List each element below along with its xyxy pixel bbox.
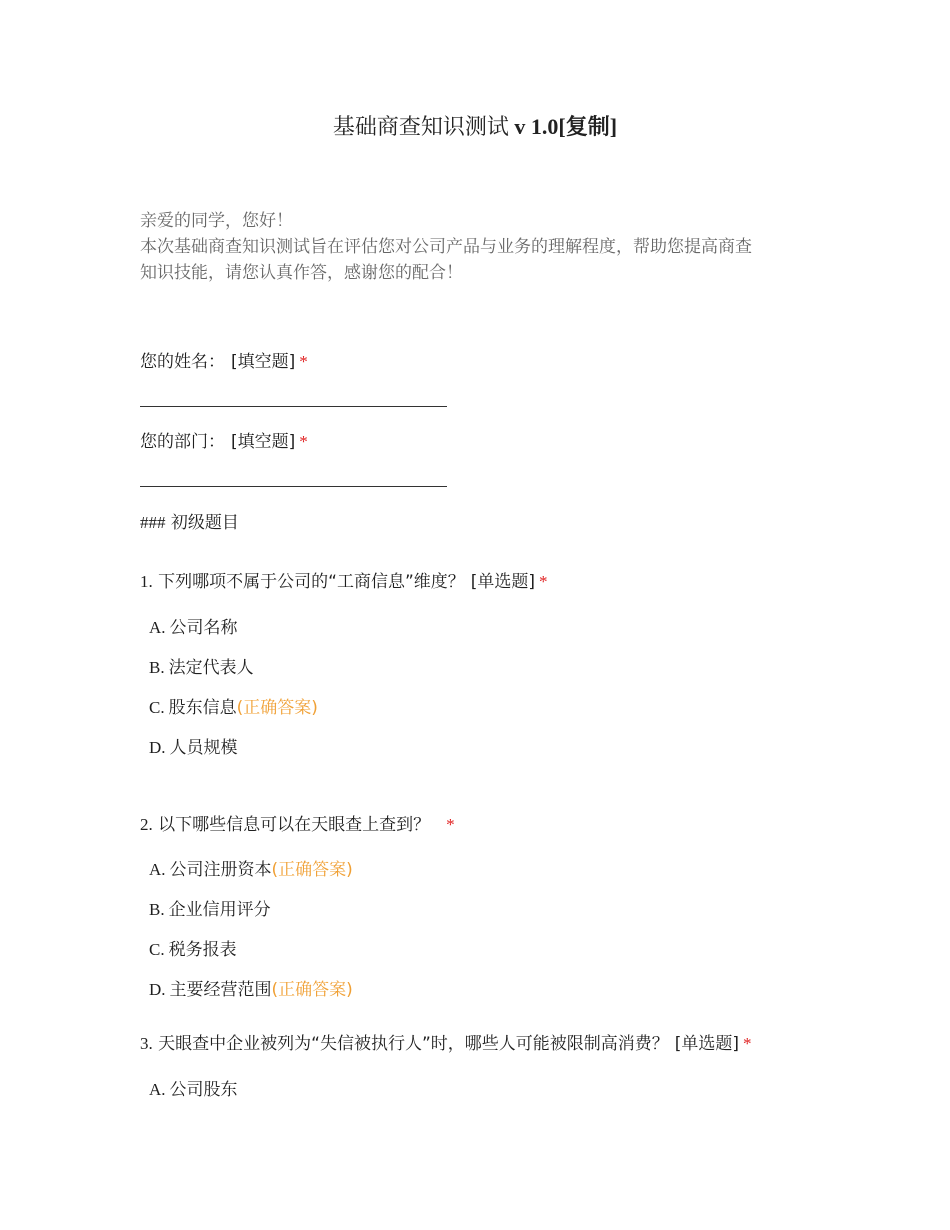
q1-option-a[interactable] (149, 616, 238, 640)
department-field-label (140, 430, 308, 454)
question-type: [单选题] (470, 572, 536, 592)
option-text: 企业信用评分 (168, 900, 271, 920)
department-field-type: [填空题] (231, 432, 296, 452)
option-text: 公司股东 (169, 1080, 238, 1100)
option-letter: A. (149, 1080, 166, 1099)
name-field-label (140, 350, 308, 374)
question-type: [单选题] (674, 1034, 740, 1054)
intro-line-1: 本次基础商查知识测试旨在评估您对公司产品与业务的理解程度，帮助您提高商查 (140, 237, 752, 257)
option-letter: D. (149, 738, 166, 757)
department-field-text: 您的部门： (140, 432, 225, 452)
intro-greeting: 亲爱的同学，您好！ (140, 211, 293, 231)
question-3 (140, 1032, 752, 1056)
q2-option-c[interactable] (149, 938, 237, 962)
required-mark: * (743, 1034, 752, 1053)
question-text: 以下哪些信息可以在天眼查上查到？ (158, 815, 431, 835)
section-title: 初级题目 (170, 513, 239, 533)
intro-line-2: 知识技能，请您认真作答，感谢您的配合！ (140, 263, 463, 283)
q1-option-c[interactable] (149, 696, 318, 720)
question-1 (140, 570, 548, 594)
title-copy-tag: [复制] (558, 114, 618, 139)
question-text: 下列哪项不属于公司的“工商信息”维度？ (158, 572, 465, 592)
section-heading (140, 511, 239, 535)
q2-option-d[interactable] (149, 978, 353, 1002)
required-mark: * (446, 815, 455, 834)
q1-option-d[interactable] (149, 736, 238, 760)
option-text: 人员规模 (169, 738, 238, 758)
department-input-line[interactable] (140, 486, 447, 487)
option-letter: C. (149, 698, 165, 717)
q2-option-b[interactable] (149, 898, 271, 922)
intro-text (140, 208, 820, 286)
option-letter: C. (149, 940, 165, 959)
name-input-line[interactable] (140, 406, 447, 407)
name-field-type: [填空题] (231, 352, 296, 372)
q3-option-a[interactable] (149, 1078, 238, 1102)
question-2 (140, 813, 455, 837)
required-mark: * (299, 432, 308, 451)
option-text: 公司名称 (169, 618, 238, 638)
option-letter: A. (149, 618, 166, 637)
q2-option-a[interactable] (149, 858, 353, 882)
title-version: v 1.0 (514, 114, 559, 139)
question-text: 天眼查中企业被列为“失信被执行人”时，哪些人可能被限制高消费？ (158, 1034, 669, 1054)
question-number: 2. (140, 815, 153, 834)
q1-option-b[interactable] (149, 656, 254, 680)
required-mark: * (299, 352, 308, 371)
correct-answer-tag: (正确答案) (271, 860, 353, 880)
option-letter: B. (149, 900, 165, 919)
option-text: 股东信息 (168, 698, 237, 718)
option-text: 主要经营范围 (169, 980, 272, 1000)
title-main: 基础商查知识测试 (332, 114, 509, 139)
option-text: 公司注册资本 (169, 860, 272, 880)
option-letter: D. (149, 980, 166, 999)
option-text: 税务报表 (168, 940, 237, 960)
question-number: 1. (140, 572, 153, 591)
page-title (0, 112, 950, 142)
question-number: 3. (140, 1034, 153, 1053)
section-hash: ### (140, 513, 166, 532)
option-letter: B. (149, 658, 165, 677)
correct-answer-tag: (正确答案) (236, 698, 318, 718)
correct-answer-tag: (正确答案) (271, 980, 353, 1000)
required-mark: * (539, 572, 548, 591)
option-text: 法定代表人 (168, 658, 254, 678)
name-field-text: 您的姓名： (140, 352, 225, 372)
option-letter: A. (149, 860, 166, 879)
